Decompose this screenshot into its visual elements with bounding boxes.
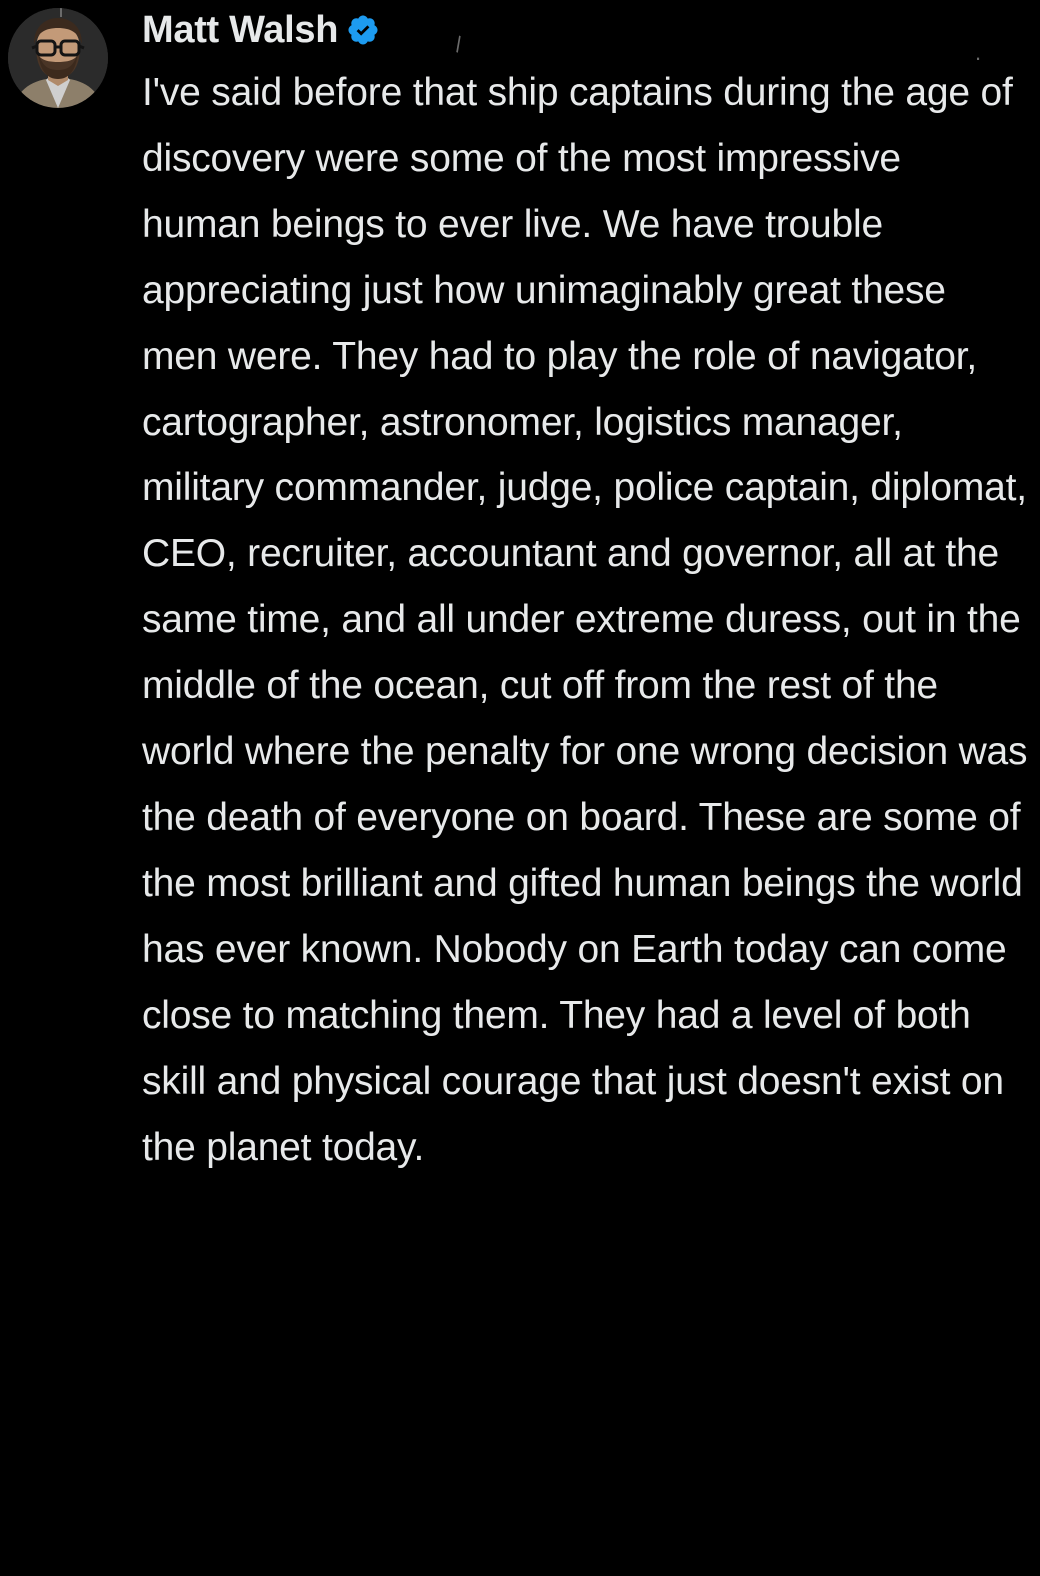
verified-badge-icon [346, 13, 380, 47]
avatar-column [8, 4, 112, 1180]
cursor-tick-mark [60, 8, 62, 17]
tweet-text: I've said before that ship captains during the age of discovery were some of the most impressive human beings to ever live. We have trouble appreciating just how unimaginably great these men were. They had to play the role of navigator, cartographer, astronomer, logistics manager, military commander, judge, police captain, diplomat, CEO, recruiter, accountant and governor, all at the same time, and all under extreme duress, out in the middle of the ocean, cut off from the rest of the world where the penalty for one wrong decision was the death of everyone on board. These are some of the most brilliant and gifted human beings the world has ever known. Nobody on Earth today can come close to matching them. They had a level of both skill and physical courage that just doesn't exist on the planet today. [142, 71, 1038, 1169]
artifact-mark-right: . [975, 40, 982, 65]
artifact-mark-left: \ [450, 31, 467, 58]
author-name[interactable]: Matt Walsh [142, 9, 339, 51]
avatar-image [8, 8, 108, 108]
tweet-body [112, 4, 1038, 1180]
avatar[interactable] [8, 8, 108, 108]
author-row[interactable] [142, 4, 1028, 65]
